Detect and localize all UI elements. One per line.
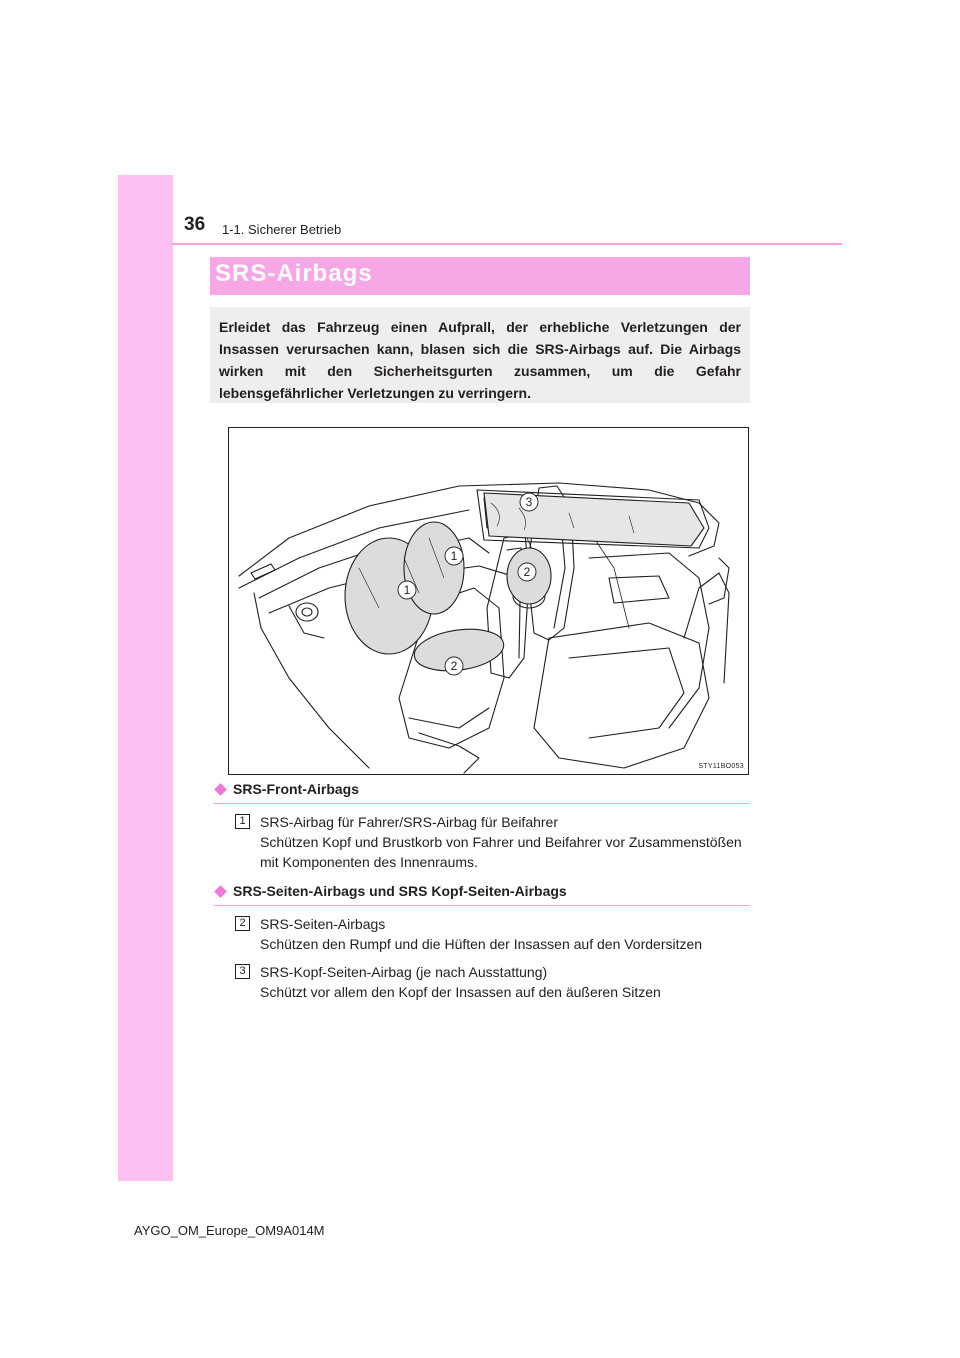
number-badge: 2 bbox=[235, 916, 250, 931]
subheading-text: SRS-Front-Airbags bbox=[233, 781, 359, 797]
subheading-text: SRS-Seiten-Airbags und SRS Kopf-Seiten-Airbags bbox=[233, 883, 567, 899]
item-description: Schützen den Rumpf und die Hüften der Insassen auf den Vordersitzen bbox=[260, 936, 703, 952]
side-tab-bar bbox=[118, 175, 173, 1181]
callout-3-label: 3 bbox=[525, 495, 533, 509]
page-number: 36 bbox=[184, 214, 206, 235]
callout-2a-label: 2 bbox=[523, 565, 531, 579]
intro-box bbox=[210, 307, 750, 403]
callout-1b-label: 1 bbox=[403, 583, 411, 597]
title-band bbox=[210, 257, 750, 295]
number-badge: 3 bbox=[235, 964, 250, 979]
page-title: SRS-Airbags bbox=[215, 260, 373, 287]
item-description: Schützen Kopf und Brustkorb von Fahrer und Beifahrer vor Zusammenstößen mit Komponenten des Innenraums. bbox=[260, 834, 742, 870]
subheading-side-airbags bbox=[214, 883, 750, 906]
footer-doc-id: AYGO_OM_Europe_OM9A014M bbox=[134, 1223, 325, 1238]
figure-code: STY11BO053 bbox=[698, 763, 744, 770]
car-interior-drawing bbox=[229, 428, 749, 775]
header-rule bbox=[172, 243, 842, 245]
diamond-bullet-icon bbox=[214, 783, 227, 796]
section-label: 1-1. Sicherer Betrieb bbox=[222, 222, 342, 237]
callout-1a-label: 1 bbox=[450, 549, 458, 563]
intro-text: Erleidet das Fahrzeug einen Aufprall, der erhebliche Verletzungen der Insassen verursachen kann, blasen sich die SRS-Airbags auf. Die Airbags wirken mit den Sicherheitsgurten zusammen, um die Gefahr lebensgefährlicher Verletzungen zu verringern. bbox=[219, 319, 741, 401]
item-title: SRS-Airbag für Fahrer/SRS-Airbag für Beifahrer bbox=[260, 814, 558, 830]
number-badge: 1 bbox=[235, 814, 250, 829]
item-title: SRS-Kopf-Seiten-Airbag (je nach Ausstattung) bbox=[260, 964, 548, 980]
diamond-bullet-icon bbox=[214, 885, 227, 898]
callout-2b-label: 2 bbox=[450, 659, 458, 673]
item-description: Schützt vor allem den Kopf der Insassen auf den äußeren Sitzen bbox=[260, 984, 661, 1000]
airbag-illustration bbox=[228, 427, 749, 775]
item-title: SRS-Seiten-Airbags bbox=[260, 916, 386, 932]
subheading-front-airbags bbox=[214, 781, 750, 804]
